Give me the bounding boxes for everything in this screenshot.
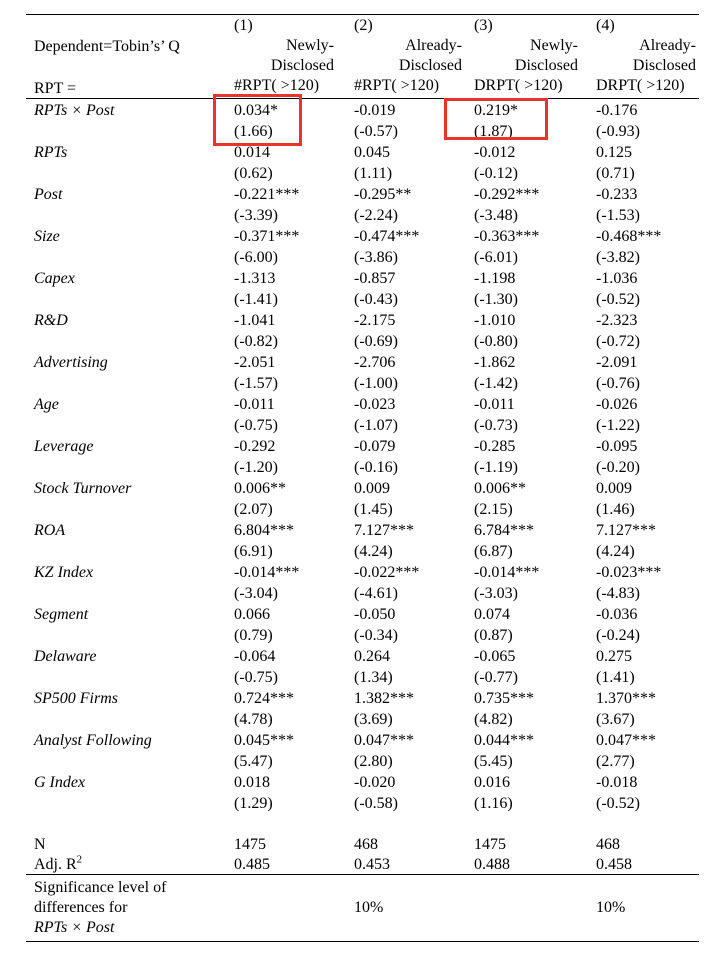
t-stat-cell: (0.71) — [596, 165, 635, 182]
coefficient-cell: -2.051 — [234, 354, 276, 371]
coefficient-cell: 7.127*** — [354, 522, 414, 539]
coefficient-cell: 0.034* — [234, 102, 278, 119]
t-stat-cell: (1.46) — [596, 501, 635, 518]
column-line3: DRPT( >120) — [474, 77, 563, 94]
column-header-1 — [234, 16, 334, 96]
coefficient-cell: 0.044*** — [474, 732, 534, 749]
coefficient-cell: -0.363*** — [474, 228, 540, 245]
row-label: RPTs × Post — [34, 102, 115, 119]
coefficient-cell: 0.047*** — [596, 732, 656, 749]
coefficient-cell: -1.036 — [596, 270, 638, 287]
coefficient-cell: 0.006** — [474, 480, 526, 497]
t-stat-cell: (-0.52) — [596, 795, 640, 812]
coefficient-cell: -0.221*** — [234, 186, 300, 203]
coefficient-cell: -0.011 — [234, 396, 275, 413]
coefficient-cell: 1.382*** — [354, 690, 414, 707]
row-label: Size — [34, 228, 60, 245]
footer-line1: Significance level of — [34, 879, 167, 896]
row-label: Leverage — [34, 438, 94, 455]
highlight-box-col1 — [213, 94, 302, 146]
coefficient-cell: 0.275 — [596, 648, 632, 665]
coefficient-cell: -0.011 — [474, 396, 515, 413]
coefficient-cell: -0.023*** — [596, 564, 662, 581]
coefficient-cell: -1.010 — [474, 312, 516, 329]
row-label: Delaware — [34, 648, 97, 665]
t-stat-cell: (-0.77) — [474, 669, 518, 686]
coefficient-cell: -0.468*** — [596, 228, 662, 245]
row-label: Analyst Following — [34, 732, 152, 749]
footer-significance-2: 10% — [354, 899, 384, 916]
coefficient-cell: -0.026 — [596, 396, 638, 413]
t-stat-cell: (-1.30) — [474, 291, 518, 308]
coefficient-cell: -1.862 — [474, 354, 516, 371]
row-label: SP500 Firms — [34, 690, 118, 707]
coefficient-cell: -2.706 — [354, 354, 396, 371]
row-label: KZ Index — [34, 564, 94, 581]
t-stat-cell: (-0.72) — [596, 333, 640, 350]
column-header-4 — [596, 16, 696, 96]
coefficient-cell: -0.857 — [354, 270, 396, 287]
t-stat-cell: (-1.00) — [354, 375, 398, 392]
t-stat-cell: (-0.43) — [354, 291, 398, 308]
stats-rule — [26, 874, 699, 875]
n-value-3: 1475 — [474, 836, 506, 853]
t-stat-cell: (-0.80) — [474, 333, 518, 350]
column-number: (1) — [234, 17, 253, 34]
coefficient-cell: 0.045 — [354, 144, 390, 161]
adj-r2-superscript: 2 — [76, 853, 83, 866]
coefficient-cell: -2.175 — [354, 312, 396, 329]
t-stat-cell: (1.41) — [596, 669, 635, 686]
t-stat-cell: (-1.22) — [596, 417, 640, 434]
row-label: Age — [34, 396, 59, 413]
t-stat-cell: (1.16) — [474, 795, 513, 812]
coefficient-cell: -0.292*** — [474, 186, 540, 203]
t-stat-cell: (-0.93) — [596, 123, 640, 140]
coefficient-cell: -0.022*** — [354, 564, 420, 581]
column-line3: DRPT( >120) — [596, 77, 685, 94]
t-stat-cell: (1.66) — [234, 123, 273, 140]
coefficient-cell: -0.012 — [474, 144, 516, 161]
column-line2: Disclosed — [632, 57, 696, 74]
t-stat-cell: (-1.41) — [234, 291, 278, 308]
n-value-4: 468 — [596, 836, 620, 853]
coefficient-cell: 0.018 — [234, 774, 270, 791]
t-stat-cell: (0.87) — [474, 627, 513, 644]
t-stat-cell: (-0.20) — [596, 459, 640, 476]
t-stat-cell: (-0.52) — [596, 291, 640, 308]
row-label: ROA — [34, 522, 66, 539]
coefficient-cell: -0.079 — [354, 438, 396, 455]
coefficient-cell: 0.074 — [474, 606, 510, 623]
coefficient-cell: -0.014*** — [234, 564, 300, 581]
adj-r2-label — [34, 854, 82, 875]
t-stat-cell: (-0.58) — [354, 795, 398, 812]
t-stat-cell: (-1.20) — [234, 459, 278, 476]
column-header-2 — [354, 16, 462, 96]
coefficient-cell: 6.784*** — [474, 522, 534, 539]
adj-r2-text: Adj. R — [34, 856, 77, 873]
t-stat-cell: (-3.86) — [354, 249, 398, 266]
coefficient-cell: -0.474*** — [354, 228, 420, 245]
coefficient-cell: -0.233 — [596, 186, 638, 203]
coefficient-cell: 0.009 — [354, 480, 390, 497]
coefficient-cell: 0.219* — [474, 102, 518, 119]
row-label: Capex — [34, 270, 75, 287]
t-stat-cell: (-3.03) — [474, 585, 518, 602]
t-stat-cell: (-0.75) — [234, 417, 278, 434]
r2-value-1: 0.485 — [234, 856, 270, 873]
coefficient-cell: -0.065 — [474, 648, 516, 665]
coefficient-cell: -0.095 — [596, 438, 638, 455]
column-number: (2) — [354, 17, 373, 34]
row-label: Segment — [34, 606, 89, 623]
t-stat-cell: (-0.76) — [596, 375, 640, 392]
dependent-label: Dependent=Tobin’s’ Q — [34, 38, 180, 55]
t-stat-cell: (-3.48) — [474, 207, 518, 224]
column-line1: Already- — [639, 37, 696, 54]
coefficient-cell: 0.735*** — [474, 690, 534, 707]
t-stat-cell: (3.67) — [596, 711, 635, 728]
t-stat-cell: (2.07) — [234, 501, 273, 518]
coefficient-cell: -2.091 — [596, 354, 638, 371]
coefficient-cell: -0.292 — [234, 438, 276, 455]
r2-value-3: 0.488 — [474, 856, 510, 873]
coefficient-cell: -0.295** — [354, 186, 412, 203]
coefficient-cell: -0.050 — [354, 606, 396, 623]
column-line2: Disclosed — [514, 57, 578, 74]
t-stat-cell: (-0.69) — [354, 333, 398, 350]
column-line1: Newly- — [286, 37, 334, 54]
t-stat-cell: (-1.53) — [596, 207, 640, 224]
header-rule — [26, 98, 699, 99]
t-stat-cell: (-3.39) — [234, 207, 278, 224]
footer-line2: differences for — [34, 899, 128, 916]
footer-line3: RPTs × Post — [34, 919, 115, 936]
t-stat-cell: (1.34) — [354, 669, 393, 686]
coefficient-cell: 0.264 — [354, 648, 390, 665]
t-stat-cell: (-0.73) — [474, 417, 518, 434]
row-label: Advertising — [34, 354, 108, 371]
column-line1: Already- — [405, 37, 462, 54]
t-stat-cell: (-1.19) — [474, 459, 518, 476]
coefficient-cell: 0.724*** — [234, 690, 294, 707]
t-stat-cell: (-0.75) — [234, 669, 278, 686]
t-stat-cell: (-6.01) — [474, 249, 518, 266]
coefficient-cell: -0.176 — [596, 102, 638, 119]
t-stat-cell: (-6.00) — [234, 249, 278, 266]
top-rule — [26, 14, 699, 15]
coefficient-cell: 7.127*** — [596, 522, 656, 539]
coefficient-cell: -0.371*** — [234, 228, 300, 245]
coefficient-cell: 0.125 — [596, 144, 632, 161]
row-label: RPTs — [34, 144, 68, 161]
t-stat-cell: (0.62) — [234, 165, 273, 182]
coefficient-cell: 0.009 — [596, 480, 632, 497]
column-number: (3) — [474, 17, 493, 34]
coefficient-cell: 1.370*** — [596, 690, 656, 707]
coefficient-cell: -0.014*** — [474, 564, 540, 581]
t-stat-cell: (5.45) — [474, 753, 513, 770]
coefficient-cell: -0.019 — [354, 102, 396, 119]
coefficient-cell: -0.036 — [596, 606, 638, 623]
column-line3: #RPT( >120) — [354, 77, 440, 94]
t-stat-cell: (-4.83) — [596, 585, 640, 602]
t-stat-cell: (2.77) — [596, 753, 635, 770]
t-stat-cell: (-1.42) — [474, 375, 518, 392]
t-stat-cell: (1.29) — [234, 795, 273, 812]
column-number: (4) — [596, 17, 615, 34]
row-label: Post — [34, 186, 63, 203]
t-stat-cell: (-0.24) — [596, 627, 640, 644]
coefficient-cell: 0.016 — [474, 774, 510, 791]
t-stat-cell: (4.24) — [596, 543, 635, 560]
t-stat-cell: (-0.82) — [234, 333, 278, 350]
column-line2: Disclosed — [398, 57, 462, 74]
t-stat-cell: (-2.24) — [354, 207, 398, 224]
t-stat-cell: (2.80) — [354, 753, 393, 770]
t-stat-cell: (1.87) — [474, 123, 513, 140]
coefficient-cell: 0.066 — [234, 606, 270, 623]
t-stat-cell: (1.45) — [354, 501, 393, 518]
coefficient-cell: 0.045*** — [234, 732, 294, 749]
coefficient-cell: -0.020 — [354, 774, 396, 791]
column-line2: Disclosed — [270, 57, 334, 74]
t-stat-cell: (-0.34) — [354, 627, 398, 644]
footer-significance-4: 10% — [596, 899, 626, 916]
coefficient-cell: -0.018 — [596, 774, 638, 791]
coefficient-cell: 6.804*** — [234, 522, 294, 539]
t-stat-cell: (-1.07) — [354, 417, 398, 434]
t-stat-cell: (6.91) — [234, 543, 273, 560]
coefficient-cell: -1.313 — [234, 270, 276, 287]
coefficient-cell: -2.323 — [596, 312, 638, 329]
n-label: N — [34, 836, 46, 853]
coefficient-cell: 0.014 — [234, 144, 270, 161]
coefficient-cell: -0.064 — [234, 648, 276, 665]
column-line3: #RPT( >120) — [234, 77, 320, 94]
row-label: G Index — [34, 774, 86, 791]
t-stat-cell: (3.69) — [354, 711, 393, 728]
row-label: R&D — [34, 312, 68, 329]
t-stat-cell: (-3.04) — [234, 585, 278, 602]
bottom-rule — [26, 941, 699, 942]
column-header-3 — [474, 16, 578, 96]
t-stat-cell: (-0.12) — [474, 165, 518, 182]
r2-value-4: 0.458 — [596, 856, 632, 873]
t-stat-cell: (1.11) — [354, 165, 393, 182]
t-stat-cell: (-3.82) — [596, 249, 640, 266]
t-stat-cell: (4.24) — [354, 543, 393, 560]
t-stat-cell: (6.87) — [474, 543, 513, 560]
highlight-box-col3 — [444, 98, 548, 140]
t-stat-cell: (-4.61) — [354, 585, 398, 602]
t-stat-cell: (-1.57) — [234, 375, 278, 392]
coefficient-cell: 0.047*** — [354, 732, 414, 749]
coefficient-cell: -0.285 — [474, 438, 516, 455]
r2-value-2: 0.453 — [354, 856, 390, 873]
n-value-1: 1475 — [234, 836, 266, 853]
coefficient-cell: -1.198 — [474, 270, 516, 287]
coefficient-cell: -0.023 — [354, 396, 396, 413]
t-stat-cell: (2.15) — [474, 501, 513, 518]
row-label: Stock Turnover — [34, 480, 132, 497]
t-stat-cell: (-0.16) — [354, 459, 398, 476]
coefficient-cell: -1.041 — [234, 312, 276, 329]
rpt-label: RPT = — [34, 80, 77, 97]
column-line1: Newly- — [530, 37, 578, 54]
t-stat-cell: (-0.57) — [354, 123, 398, 140]
t-stat-cell: (0.79) — [234, 627, 273, 644]
coefficient-cell: 0.006** — [234, 480, 286, 497]
n-value-2: 468 — [354, 836, 378, 853]
t-stat-cell: (4.82) — [474, 711, 513, 728]
t-stat-cell: (5.47) — [234, 753, 273, 770]
t-stat-cell: (4.78) — [234, 711, 273, 728]
